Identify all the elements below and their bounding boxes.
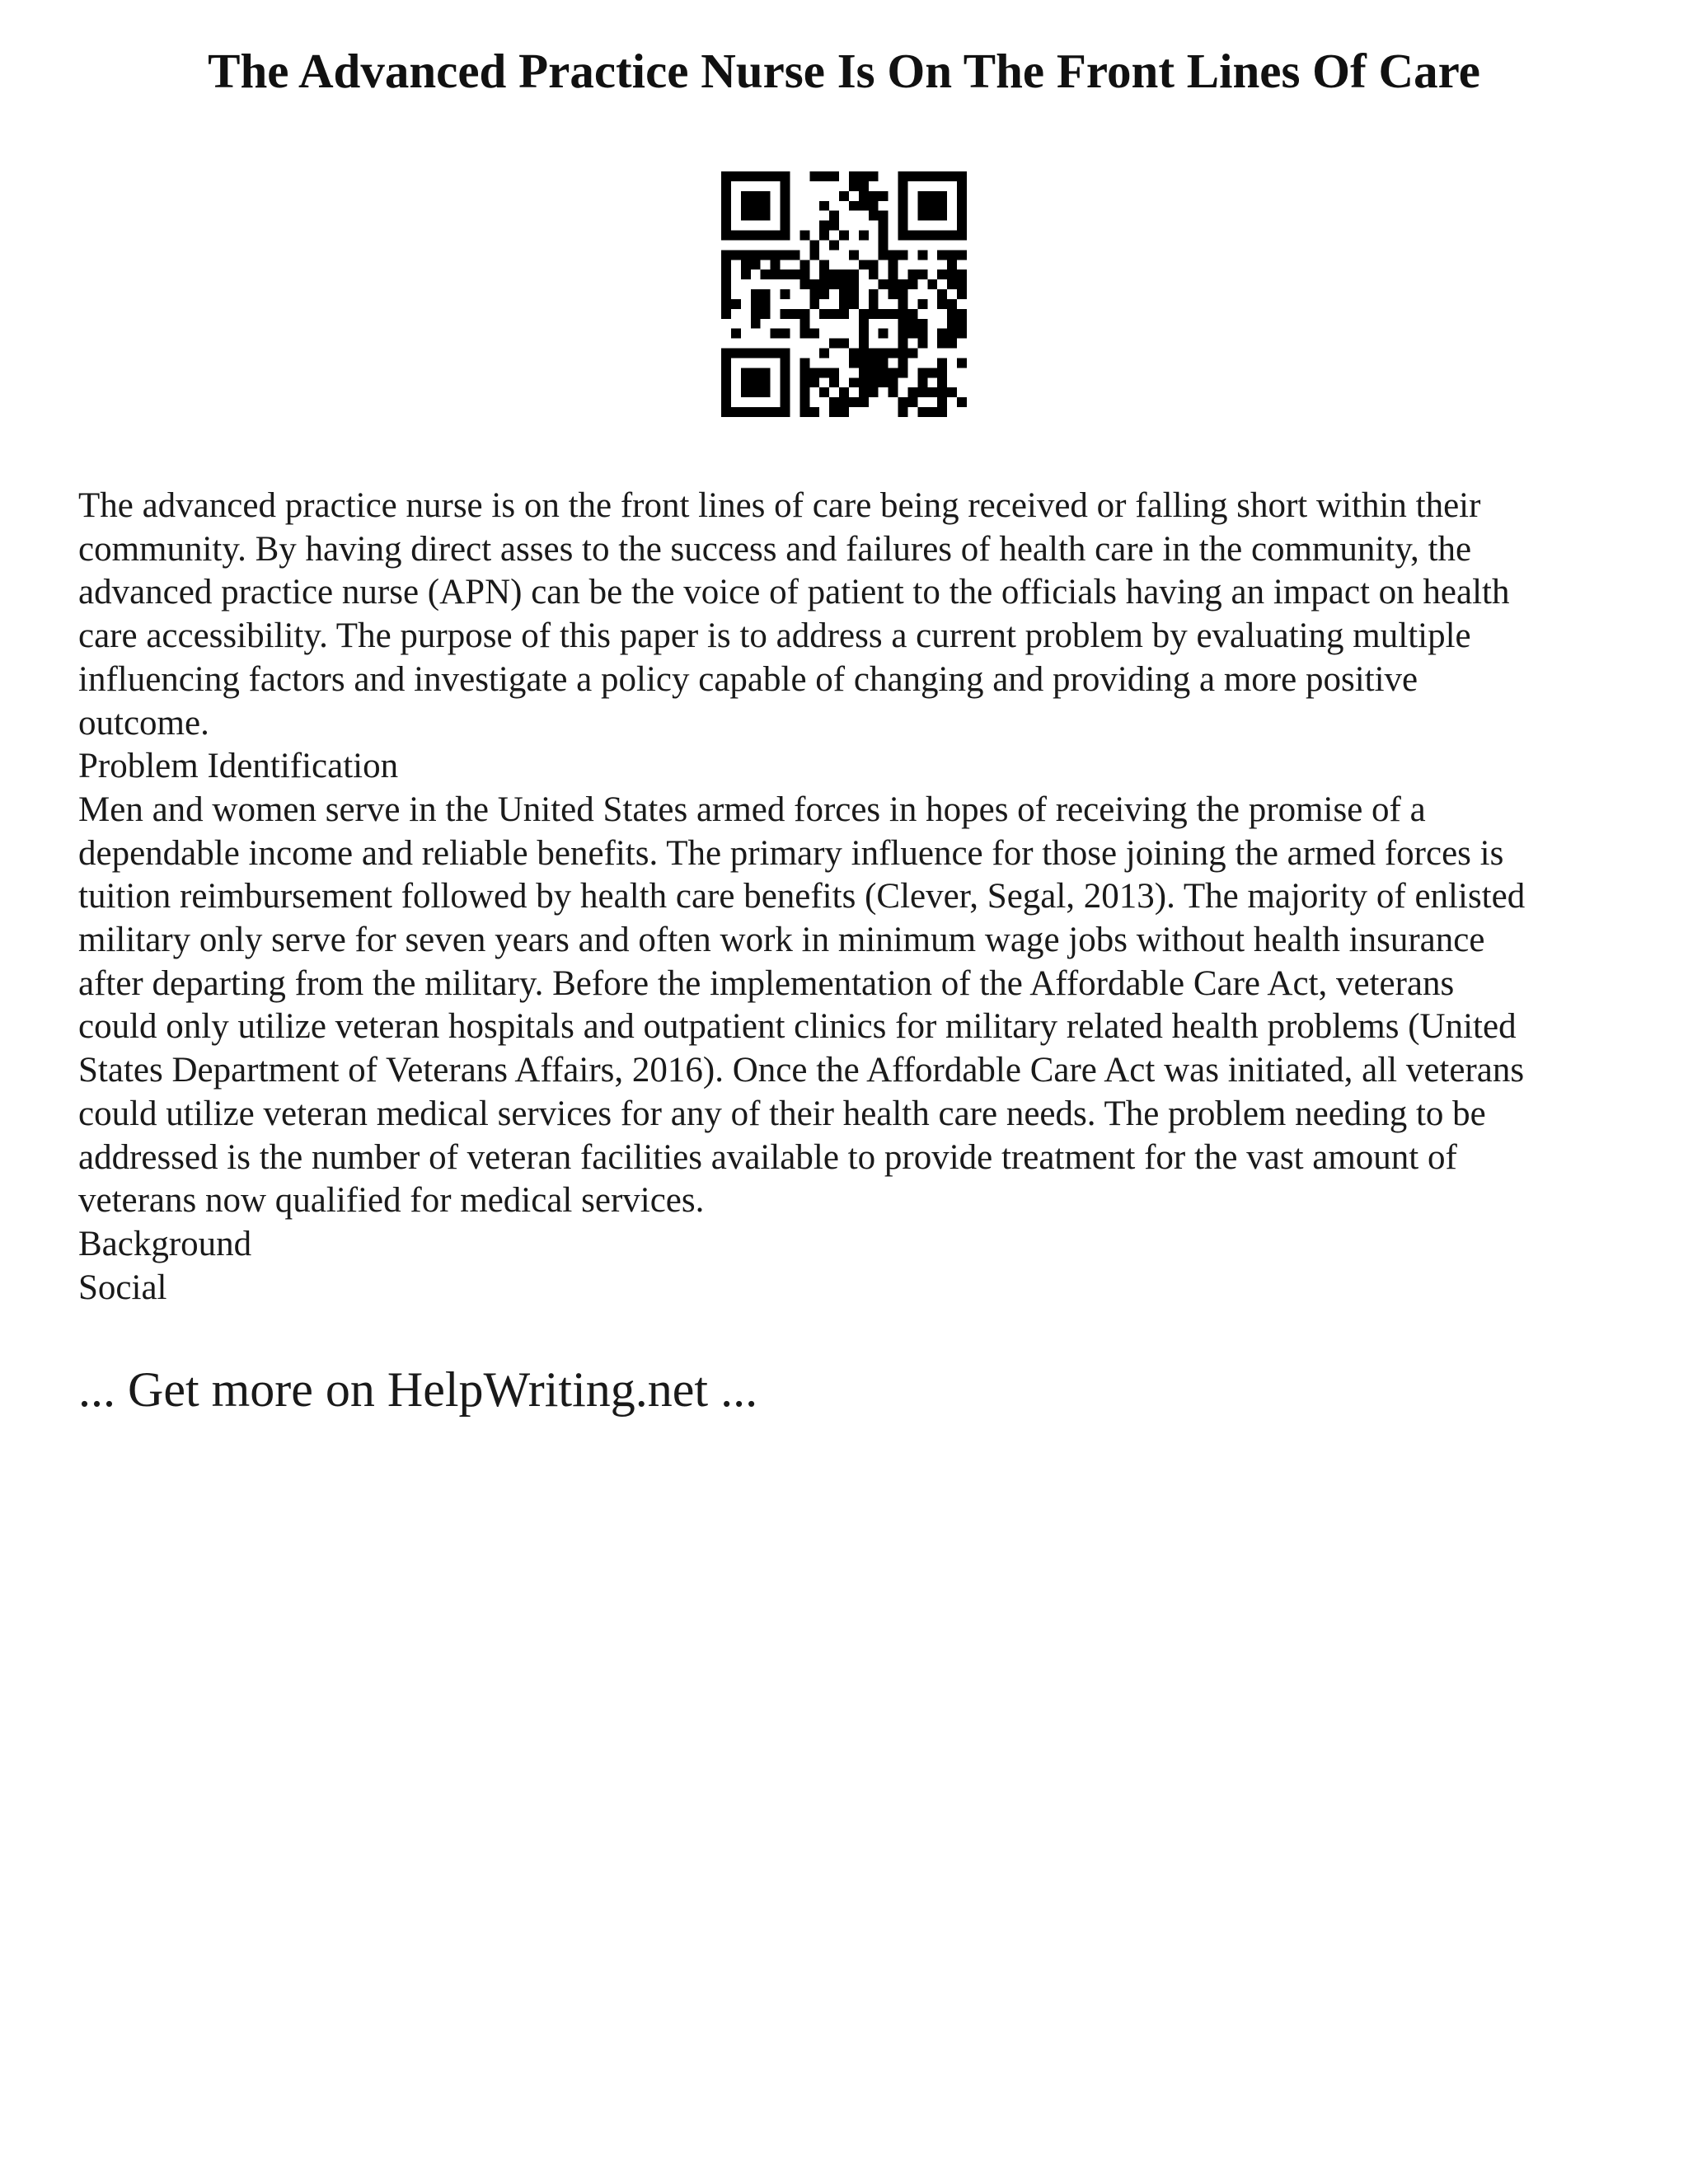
problem-paragraph: Men and women serve in the United States armed forces in hopes of receiving the promise of a dependable income and reliable benefits. The primary influence for those joining the armed forces is tuition reimbursement followed by health care benefits (Clever, Segal, 2013). The majority of enlisted military only serve for seven years and often work in minimum wage jobs without health insurance after departing from the military. Before the implementation of the Affordable Care Act, veterans could only utilize veteran hospitals and outpatient clinics for military related health problems (United States Department of Veterans Affairs, 2016). Once the Affordable Care Act was initiated, all veterans could utilize veteran medical services for any of their health care needs. The problem needing to be addressed is the number of veteran facilities available to provide treatment for the vast amount of veterans now qualified for medical services. (78, 790, 1526, 1221)
section-heading-problem-identification: Problem Identification (78, 747, 399, 786)
document-title: The Advanced Practice Nurse Is On The Front Lines Of Care (208, 44, 1480, 98)
section-heading-social: Social (78, 1268, 167, 1307)
document-body (78, 485, 1644, 1310)
section-heading-background: Background (78, 1224, 252, 1263)
qr-code-icon (721, 171, 967, 417)
intro-paragraph: The advanced practice nurse is on the front lines of care being received or falling short within their community. By having direct asses to the success and failures of health care in the community, the advanced practice nurse (APN) can be the voice of patient to the officials having an impact on health care accessibility. The purpose of this paper is to address a current problem by evaluating multiple influencing factors and investigate a policy capable of changing and providing a more positive outcome. (78, 486, 1510, 743)
get-more-link[interactable]: ... Get more on HelpWriting.net ... (78, 1362, 758, 1417)
